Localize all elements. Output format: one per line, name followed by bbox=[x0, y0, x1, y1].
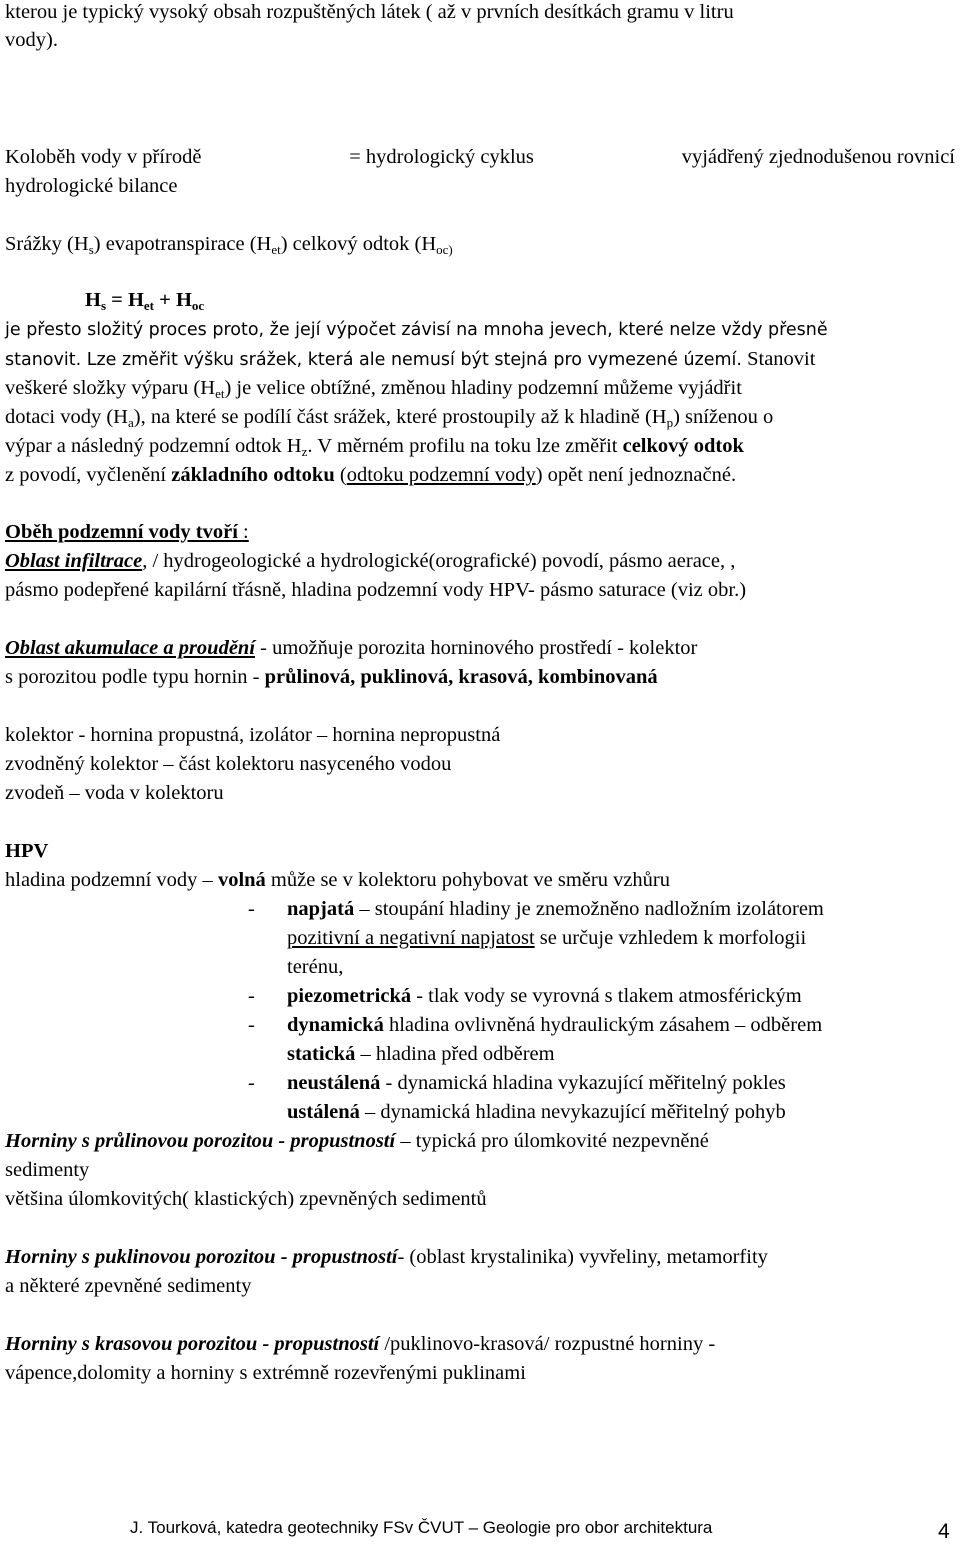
text-span: volná bbox=[217, 869, 266, 891]
section-heading: HPV bbox=[5, 840, 49, 862]
text-line: pásmo podepřené kapilární třásně, hladina podzemní vody HPV- pásmo saturace (viz obr.) bbox=[5, 579, 747, 601]
text-span: průlinová, puklinová, krasová, kombinovaná bbox=[264, 666, 658, 688]
text-span: = hydrologický cyklus bbox=[349, 146, 534, 168]
text-line bbox=[5, 549, 735, 573]
text-span: – hladina před odběrem bbox=[355, 1043, 555, 1065]
subscript: et bbox=[271, 242, 281, 257]
text-span: se určuje vzhledem k morfologii bbox=[534, 927, 807, 949]
text-span: ) celkový odtok (H bbox=[280, 233, 437, 255]
text-span: Horniny s průlinovou porozitou - bbox=[5, 1130, 291, 1152]
text-span: – typická pro úlomkovité nezpevněné bbox=[395, 1130, 709, 1152]
subscript: s bbox=[100, 298, 107, 313]
text-line bbox=[5, 434, 744, 458]
text-span: propustností bbox=[290, 1130, 396, 1152]
text-span: ( bbox=[334, 464, 347, 486]
text-span: dynamická bbox=[287, 1014, 384, 1036]
text-span: může se v kolektoru pohybovat ve směru vzhůru bbox=[265, 869, 671, 891]
text-span: z povodí, vyčlenění bbox=[5, 464, 172, 486]
text-span: s porozitou podle typu hornin - bbox=[5, 666, 265, 688]
text-span: Oběh podzemní vody tvoří bbox=[5, 521, 238, 543]
text-line bbox=[5, 868, 670, 892]
text-span: ) evapotranspirace (H bbox=[93, 233, 272, 255]
text-line: je přesto složitý proces proto, že její výpočet závisí na mnoha jevech, které nelze vždy přesně bbox=[5, 320, 828, 340]
text-span: základního odtoku bbox=[171, 464, 335, 486]
text-span: stanovit. Lze změřit výšku srážek, která ale nemusí být stejná pro vymezené území. bbox=[5, 350, 742, 370]
text-span: neustálená bbox=[287, 1072, 381, 1094]
text-span: ) opět není jednoznačné. bbox=[535, 464, 737, 486]
text-span: H bbox=[85, 289, 101, 311]
list-item bbox=[287, 1071, 786, 1095]
text-span: – dynamická hladina nevykazující měřitelný pohyb bbox=[359, 1101, 786, 1123]
page-footer: J. Tourková, katedra geotechniky FSv ČVUT – Geologie pro obor architektura bbox=[130, 1518, 713, 1537]
text-span: Oblast infiltrace bbox=[5, 550, 143, 572]
list-item bbox=[287, 926, 806, 950]
text-span: + H bbox=[154, 289, 192, 311]
text-line: vápence,dolomity a horniny s extrémně rozevřenými puklinami bbox=[5, 1362, 526, 1384]
subscript: a bbox=[127, 415, 134, 430]
text-line: zvodněný kolektor – část kolektoru nasyceného vodou bbox=[5, 753, 452, 775]
text-line bbox=[5, 1332, 715, 1356]
text-span: : bbox=[237, 521, 249, 543]
list-item bbox=[287, 984, 802, 1008]
text-line: kterou je typický vysoký obsah rozpuštěných látek ( až v prvních desítkách gramu v litru bbox=[5, 1, 734, 23]
balance-terms bbox=[5, 232, 453, 256]
list-item bbox=[287, 1042, 555, 1066]
text-line bbox=[5, 347, 815, 372]
text-span: napjatá bbox=[287, 898, 355, 920]
subscript: oc) bbox=[436, 242, 453, 257]
text-span: ) sníženou o bbox=[673, 406, 774, 428]
subscript: oc bbox=[191, 298, 205, 313]
text-span: – stoupání hladiny je znemožněno nadložním izolátorem bbox=[354, 898, 824, 920]
subscript: p bbox=[666, 415, 674, 430]
list-dash: - bbox=[248, 898, 255, 920]
text-span: Oblast akumulace a proudění bbox=[5, 637, 256, 659]
text-span: - (oblast krystalinika) vyvřeliny, metamorfity bbox=[397, 1246, 768, 1268]
text-line: zvodeň – voda v kolektoru bbox=[5, 782, 224, 804]
balance-equation bbox=[85, 288, 204, 312]
page-number: 4 bbox=[938, 1520, 950, 1543]
subscript: et bbox=[215, 386, 225, 401]
list-dash: - bbox=[248, 985, 255, 1007]
text-span: hladina podzemní vody – bbox=[5, 869, 218, 891]
text-span: celkový odtok bbox=[622, 435, 744, 457]
subscript: z bbox=[301, 444, 308, 459]
text-span: Horniny s puklinovou porozitou - propustností bbox=[5, 1246, 398, 1268]
text-span: = H bbox=[106, 289, 144, 311]
list-item bbox=[287, 897, 824, 921]
text-span: . V měrném profilu na toku lze změřit bbox=[307, 435, 623, 457]
text-span: vyjádřený zjednodušenou rovnicí bbox=[681, 146, 955, 168]
text-span: , / hydrogeologické a hydrologické(orografické) povodí, pásmo aerace, , bbox=[142, 550, 736, 572]
text-span: Stanovit bbox=[741, 348, 816, 370]
text-line bbox=[5, 376, 742, 400]
text-span: Horniny s krasovou porozitou - propustností bbox=[5, 1333, 380, 1355]
text-line: vody). bbox=[5, 29, 58, 51]
text-span: výpar a následný podzemní odtok H bbox=[5, 435, 302, 457]
subscript: s bbox=[88, 242, 94, 257]
subscript: et bbox=[143, 298, 155, 313]
text-span: pozitivní a negativní napjatost bbox=[287, 927, 535, 949]
text-line bbox=[5, 1129, 709, 1153]
text-line bbox=[5, 405, 773, 429]
text-line bbox=[5, 463, 736, 487]
text-span: piezometrická bbox=[287, 985, 412, 1007]
text-line: sedimenty bbox=[5, 1159, 90, 1181]
text-line bbox=[5, 636, 697, 660]
text-line: a některé zpevněné sedimenty bbox=[5, 1275, 252, 1297]
text-span: veškeré složky výparu (H bbox=[5, 377, 216, 399]
cycle-line bbox=[5, 145, 955, 169]
text-span: hladina ovlivněná hydraulickým zásahem – odběrem bbox=[383, 1014, 823, 1036]
text-span: ustálená bbox=[287, 1101, 360, 1123]
text-span: - umožňuje porozita horninového prostředí - kolektor bbox=[255, 637, 698, 659]
text-span: odtoku podzemní vody bbox=[346, 464, 536, 486]
text-line bbox=[5, 1245, 768, 1269]
text-span: dotaci vody (H bbox=[5, 406, 128, 428]
text-span: statická bbox=[287, 1043, 356, 1065]
list-item bbox=[287, 1013, 822, 1037]
text-span: Koloběh vody v přírodě bbox=[5, 146, 202, 168]
text-span: - tlak vody se vyrovná s tlakem atmosférickým bbox=[411, 985, 802, 1007]
text-line bbox=[5, 665, 658, 689]
text-span: ) je velice obtížné, změnou hladiny podzemní můžeme vyjádřit bbox=[224, 377, 742, 399]
text-line: kolektor - hornina propustná, izolátor – hornina nepropustná bbox=[5, 724, 501, 746]
text-span: - dynamická hladina vykazující měřitelný pokles bbox=[380, 1072, 786, 1094]
text-line: hydrologické bilance bbox=[5, 175, 178, 197]
list-item bbox=[287, 1100, 786, 1124]
text-span: /puklinovo-krasová/ rozpustné horniny - bbox=[379, 1333, 716, 1355]
list-dash: - bbox=[248, 1014, 255, 1036]
text-span: Srážky (H bbox=[5, 233, 89, 255]
text-span: ), na které se podílí část srážek, které prostoupily až k hladině (H bbox=[133, 406, 667, 428]
section-heading bbox=[5, 520, 249, 544]
list-item: terénu, bbox=[287, 956, 344, 978]
text-line: většina úlomkovitých( klastických) zpevněných sedimentů bbox=[5, 1188, 487, 1210]
list-dash: - bbox=[248, 1072, 255, 1094]
